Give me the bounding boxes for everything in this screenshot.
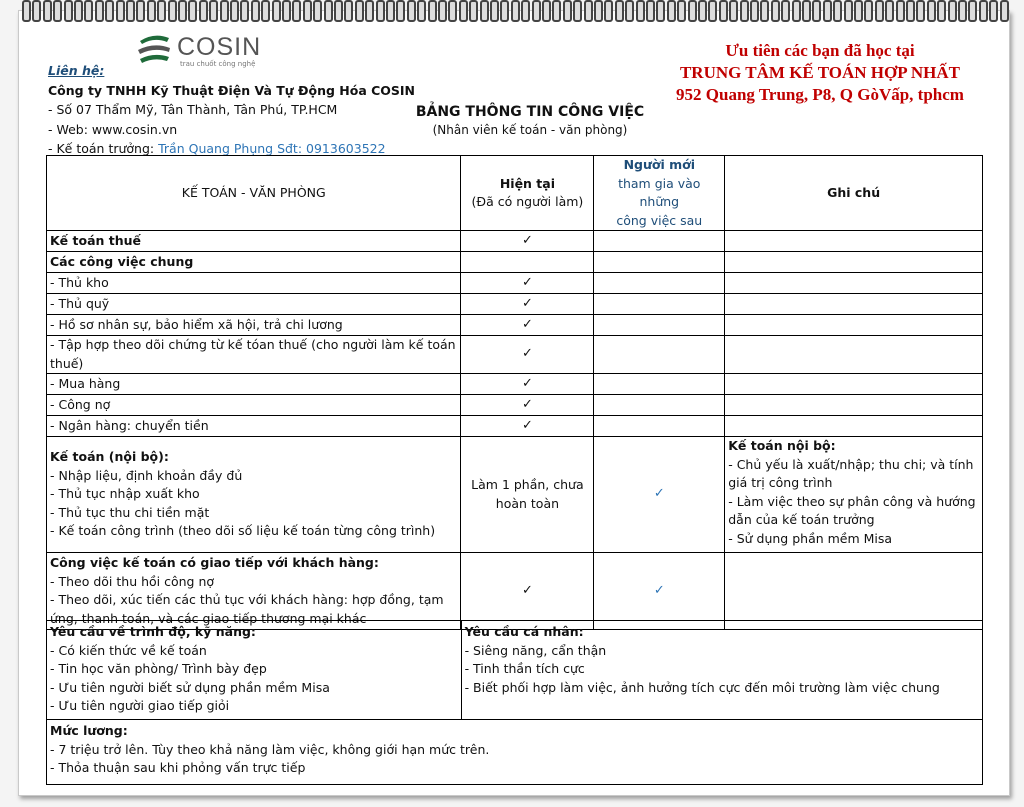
spiral-ring	[906, 0, 915, 22]
skills-title: Yêu cầu về trình độ, kỹ năng:	[50, 624, 256, 639]
spiral-ring	[521, 0, 530, 22]
internal-item: - Thủ tục nhập xuất kho	[50, 486, 200, 502]
customer-item: - Theo dõi, xúc tiến các thủ tục với khách hàng: hợp đồng, tạm ứng, thanh toán, và các giao tiếp thương mại khác	[50, 592, 444, 626]
spiral-ring	[1000, 0, 1009, 22]
spiral-ring	[490, 0, 499, 22]
spiral-ring	[334, 0, 343, 22]
table-row	[47, 294, 983, 315]
requirements-row	[47, 621, 983, 720]
spiral-ring	[168, 0, 177, 22]
spiral-ring	[854, 0, 863, 22]
new-cell	[594, 336, 725, 374]
customer-accounting-title: Công việc kế toán có giao tiếp với khách hàng:	[50, 555, 379, 570]
spiral-ring	[251, 0, 260, 22]
spiral-ring	[948, 0, 957, 22]
spiral-ring	[875, 0, 884, 22]
customer-new-check-icon: ✓	[594, 553, 725, 630]
spiral-ring	[656, 0, 665, 22]
spiral-ring	[833, 0, 842, 22]
spiral-ring	[760, 0, 769, 22]
spiral-ring	[22, 0, 31, 22]
internal-item: - Nhập liệu, định khoản đầy đủ	[50, 467, 243, 483]
notes-cell	[725, 294, 983, 315]
spiral-ring	[417, 0, 426, 22]
contact-heading: Liên hệ:	[48, 63, 105, 78]
spiral-ring	[573, 0, 582, 22]
new-cell	[594, 395, 725, 416]
logo-wordmark: COSIN	[177, 33, 262, 61]
spiral-ring	[968, 0, 977, 22]
customer-current-check-icon: ✓	[461, 553, 594, 630]
job-label: - Thủ kho	[47, 273, 461, 294]
promo-line-1: Ưu tiên các bạn đã học tại	[725, 41, 915, 60]
company-address: - Số 07 Thẩm Mỹ, Tân Thành, Tân Phú, TP.HCM	[48, 102, 338, 117]
internal-note: - Sử dụng phần mềm Misa	[728, 530, 893, 546]
table-header-row	[47, 156, 983, 231]
promo-block	[640, 40, 1000, 106]
document-title	[360, 104, 700, 137]
promo-line-2: TRUNG TÂM KẾ TOÁN HỢP NHẤT	[679, 63, 961, 82]
spiral-ring	[823, 0, 832, 22]
spiral-ring	[74, 0, 83, 22]
personal-item: - Siêng năng, cẩn thận	[464, 642, 607, 658]
spiral-ring	[407, 0, 416, 22]
spiral-ring	[376, 0, 385, 22]
header-current	[461, 156, 594, 231]
current-check-icon	[461, 252, 594, 273]
notes-cell	[725, 416, 983, 437]
header-job-title: KẾ TOÁN - VĂN PHÒNG	[47, 156, 461, 231]
spiral-ring	[511, 0, 520, 22]
header-notes: Ghi chú	[725, 156, 983, 231]
spiral-ring	[916, 0, 925, 22]
spiral-ring	[292, 0, 301, 22]
spiral-ring	[698, 0, 707, 22]
internal-current-line2: hoàn toàn	[495, 495, 560, 511]
job-info-table	[46, 155, 983, 630]
title-main: BẢNG THÔNG TIN CÔNG VIỆC	[415, 104, 645, 120]
notes-cell	[725, 252, 983, 273]
spiral-ring	[937, 0, 946, 22]
table-row	[47, 252, 983, 273]
notes-cell	[725, 336, 983, 374]
salary-row	[47, 720, 983, 785]
table-row	[47, 315, 983, 336]
chief-name-phone: Trần Quang Phụng Sđt: 0913603522	[158, 141, 386, 156]
notes-cell	[725, 273, 983, 294]
spiral-ring	[646, 0, 655, 22]
spiral-ring	[448, 0, 457, 22]
customer-accounting-cell	[47, 553, 461, 630]
spiral-ring	[792, 0, 801, 22]
spiral-ring	[220, 0, 229, 22]
spiral-ring	[552, 0, 561, 22]
spiral-ring	[781, 0, 790, 22]
personal-item: - Biết phối hợp làm việc, ảnh hưởng tích cực đến môi trường làm việc chung	[464, 679, 940, 695]
internal-current-line1: Làm 1 phần, chưa	[471, 477, 584, 492]
customer-notes-cell	[725, 553, 983, 630]
personal-title: Yêu cầu cá nhân:	[464, 624, 584, 639]
internal-note: - Chủ yếu là xuất/nhập; thu chi; và tính giá trị công trình	[728, 456, 974, 490]
spiral-ring	[157, 0, 166, 22]
spiral-ring	[958, 0, 967, 22]
spiral-ring	[989, 0, 998, 22]
internal-notes-title: Kế toán nội bộ:	[728, 438, 836, 453]
promo-line-3: 952 Quang Trung, P8, Q GòVấp, tphcm	[676, 85, 964, 104]
spiral-ring	[261, 0, 270, 22]
table-row	[47, 416, 983, 437]
table-row	[47, 395, 983, 416]
spiral-ring	[43, 0, 52, 22]
spiral-ring	[209, 0, 218, 22]
spiral-ring	[136, 0, 145, 22]
spiral-ring	[812, 0, 821, 22]
spiral-ring	[386, 0, 395, 22]
spiral-ring	[719, 0, 728, 22]
job-label: - Thủ quỹ	[47, 294, 461, 315]
spiral-ring	[53, 0, 62, 22]
job-label: - Công nợ	[47, 395, 461, 416]
salary-cell	[47, 720, 983, 785]
header-current-title: Hiện tại	[499, 175, 555, 191]
spiral-ring	[615, 0, 624, 22]
header-current-sub: (Đã có người làm)	[471, 194, 584, 209]
internal-accounting-cell	[47, 437, 461, 553]
spiral-ring	[563, 0, 572, 22]
new-cell	[594, 252, 725, 273]
job-label: - Tập hợp theo dõi chứng từ kế tóan thuế (cho người làm kế toán thuế)	[47, 336, 461, 374]
requirements-table	[46, 620, 983, 785]
internal-item: - Thủ tục thu chi tiền mặt	[50, 504, 210, 520]
job-label: - Mua hàng	[47, 374, 461, 395]
spiral-ring	[667, 0, 676, 22]
current-check-icon: ✓	[461, 374, 594, 395]
skill-item: - Ưu tiên người biết sử dụng phần mềm Misa	[50, 679, 330, 695]
notes-cell	[725, 231, 983, 252]
spiral-ring	[64, 0, 73, 22]
job-label: Các công việc chung	[47, 252, 461, 273]
spiral-ring	[864, 0, 873, 22]
salary-item: - Thỏa thuận sau khi phỏng vấn trực tiếp	[50, 760, 306, 775]
spiral-ring	[272, 0, 281, 22]
current-check-icon: ✓	[461, 315, 594, 336]
spiral-ring	[95, 0, 104, 22]
spiral-ring	[32, 0, 41, 22]
skill-item: - Có kiến thức về kế toán	[50, 642, 207, 658]
current-check-icon: ✓	[461, 231, 594, 252]
spiral-ring	[480, 0, 489, 22]
salary-item: - 7 triệu trở lên. Tùy theo khả năng làm việc, không giới hạn mức trên.	[50, 741, 490, 757]
spiral-ring	[885, 0, 894, 22]
company-web: - Web: www.cosin.vn	[48, 121, 178, 137]
logo-tagline: trau chuốt công nghệ	[180, 60, 256, 68]
spiral-ring	[469, 0, 478, 22]
skill-item: - Tin học văn phòng/ Trình bày đẹp	[50, 661, 267, 676]
spiral-ring	[729, 0, 738, 22]
internal-accounting-row	[47, 437, 983, 553]
current-check-icon: ✓	[461, 395, 594, 416]
current-check-icon: ✓	[461, 273, 594, 294]
new-cell	[594, 273, 725, 294]
spiral-ring	[282, 0, 291, 22]
company-name: Công ty TNHH Kỹ Thuật Điện Và Tự Động Hóa COSIN	[48, 82, 416, 98]
spiral-ring	[178, 0, 187, 22]
spiral-ring	[625, 0, 634, 22]
spiral-ring	[303, 0, 312, 22]
spiral-ring	[500, 0, 509, 22]
salary-title: Mức lương:	[50, 723, 128, 738]
spiral-ring	[636, 0, 645, 22]
spiral-ring	[438, 0, 447, 22]
spiral-ring	[188, 0, 197, 22]
spiral-ring	[896, 0, 905, 22]
spiral-ring	[355, 0, 364, 22]
spiral-ring	[532, 0, 541, 22]
spiral-ring	[594, 0, 603, 22]
job-label: - Hồ sơ nhân sự, bảo hiểm xã hội, trả chi lương	[47, 315, 461, 336]
table-row	[47, 336, 983, 374]
skills-cell	[47, 621, 462, 720]
title-sub: (Nhân viên kế toán - văn phòng)	[432, 123, 628, 137]
internal-new-check-icon: ✓	[594, 437, 725, 553]
spiral-ring	[147, 0, 156, 22]
spiral-ring	[584, 0, 593, 22]
spiral-ring	[116, 0, 125, 22]
spiral-ring	[979, 0, 988, 22]
spiral-ring	[230, 0, 239, 22]
spiral-ring	[324, 0, 333, 22]
spiral-ring	[542, 0, 551, 22]
spiral-ring	[365, 0, 374, 22]
new-cell	[594, 294, 725, 315]
spiral-ring	[313, 0, 322, 22]
spiral-ring	[126, 0, 135, 22]
internal-accounting-title: Kế toán (nội bộ):	[50, 449, 169, 465]
header-new	[594, 156, 725, 231]
spiral-ring	[344, 0, 353, 22]
spiral-ring	[105, 0, 114, 22]
internal-item: - Kế toán công trình (theo dõi số liệu kế toán từng công trình)	[50, 523, 436, 539]
notes-cell	[725, 395, 983, 416]
current-check-icon: ✓	[461, 294, 594, 315]
spiral-ring	[708, 0, 717, 22]
current-check-icon: ✓	[461, 336, 594, 374]
customer-accounting-row	[47, 553, 983, 630]
customer-item: - Theo dõi thu hồi công nợ	[50, 573, 215, 589]
personal-cell	[461, 621, 982, 720]
header-new-title: Người mới	[623, 157, 695, 172]
table-row	[47, 374, 983, 395]
notes-cell	[725, 315, 983, 336]
personal-item: - Tinh thần tích cực	[464, 661, 585, 676]
table-row	[47, 231, 983, 252]
spiral-ring	[740, 0, 749, 22]
job-label: Kế toán thuế	[47, 231, 461, 252]
internal-current-cell	[461, 437, 594, 553]
spiral-ring	[240, 0, 249, 22]
current-check-icon: ✓	[461, 416, 594, 437]
header-new-sub1: tham gia vào những	[618, 175, 701, 209]
spiral-ring	[677, 0, 686, 22]
new-cell	[594, 231, 725, 252]
spiral-ring	[604, 0, 613, 22]
notes-cell	[725, 374, 983, 395]
table-row	[47, 273, 983, 294]
internal-notes-cell	[725, 437, 983, 553]
chief-label: - Kế toán trưởng:	[48, 141, 159, 156]
spiral-binding	[22, 0, 1012, 22]
spiral-ring	[750, 0, 759, 22]
spiral-ring	[199, 0, 208, 22]
skill-item: - Ưu tiên người giao tiếp giỏi	[50, 698, 230, 713]
spiral-ring	[396, 0, 405, 22]
new-cell	[594, 374, 725, 395]
job-label: - Ngân hàng: chuyển tiền	[47, 416, 461, 437]
internal-note: - Làm việc theo sự phân công và hướng dẫn của kế toán trưởng	[728, 493, 976, 527]
spiral-ring	[459, 0, 468, 22]
spiral-ring	[771, 0, 780, 22]
header-new-sub2: công việc sau	[616, 212, 703, 228]
spiral-ring	[927, 0, 936, 22]
spiral-ring	[802, 0, 811, 22]
spiral-ring	[84, 0, 93, 22]
new-cell	[594, 315, 725, 336]
spiral-ring	[844, 0, 853, 22]
new-cell	[594, 416, 725, 437]
spiral-ring	[688, 0, 697, 22]
spiral-ring	[428, 0, 437, 22]
